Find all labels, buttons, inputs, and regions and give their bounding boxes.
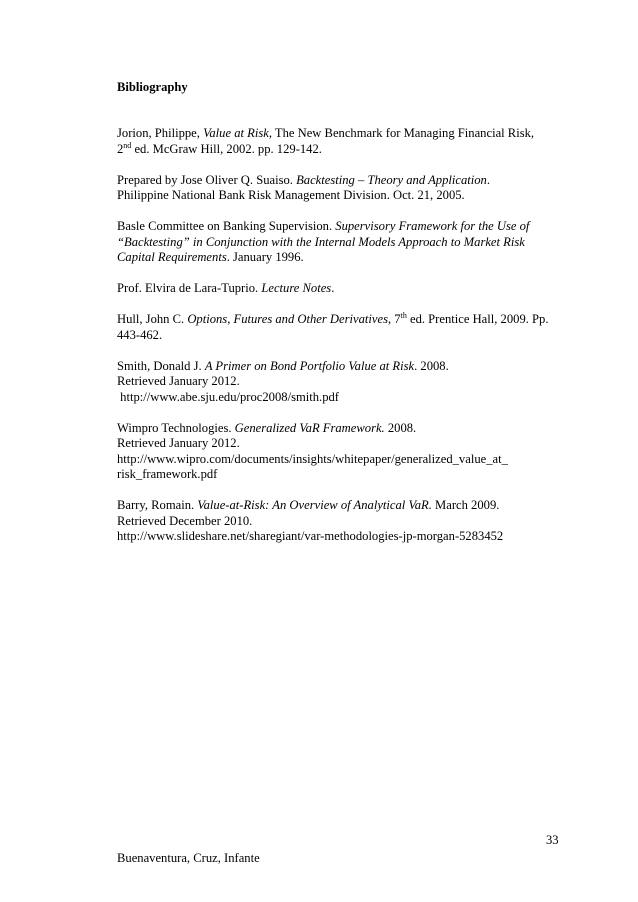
reference-line: Retrieved January 2012.	[117, 436, 240, 450]
reference-title: Backtesting – Theory and Application	[296, 172, 487, 187]
reference-entry-suaiso	[117, 173, 567, 204]
edition-ordinal: nd	[123, 140, 132, 150]
reference-list	[117, 126, 567, 560]
reference-title: Supervisory Framework for the Use of	[335, 219, 530, 233]
reference-line	[117, 359, 567, 375]
reference-entry-jorion	[117, 126, 567, 157]
reference-text: Jorion, Philippe,	[117, 126, 204, 140]
reference-line: Philippine National Bank Risk Management Division. Oct. 21, 2005.	[117, 188, 465, 202]
reference-entry-basle	[117, 219, 567, 266]
reference-line	[117, 126, 567, 142]
footer-authors: Buenaventura, Cruz, Infante	[117, 851, 260, 865]
reference-text: . 2008.	[414, 358, 449, 373]
reference-title: Options, Futures and Other Derivatives	[187, 312, 388, 326]
bibliography-heading: Bibliography	[117, 80, 188, 94]
reference-entry-smith	[117, 359, 567, 406]
reference-text: Hull, John C.	[117, 312, 188, 326]
reference-line	[117, 250, 567, 266]
reference-line	[117, 498, 567, 514]
reference-url: http://www.slideshare.net/sharegiant/var-methodologies-jp-morgan-5283452	[117, 529, 504, 543]
reference-line: Retrieved December 2010.	[117, 513, 253, 528]
reference-text: ed. McGraw Hill, 2002. pp. 129-142.	[131, 141, 322, 156]
reference-text: Wimpro Technologies.	[117, 420, 235, 435]
reference-text: Prepared by Jose Oliver Q. Suaiso.	[117, 172, 297, 187]
reference-entry-wimpro	[117, 421, 567, 483]
reference-entry-hull	[117, 312, 567, 343]
edition-ordinal: th	[400, 310, 407, 320]
reference-text: Barry, Romain.	[117, 498, 198, 512]
reference-text: March 2009.	[431, 498, 500, 512]
reference-url: http://www.wipro.com/documents/insights/whitepaper/generalized_value_at_	[117, 451, 508, 466]
reference-line	[117, 142, 567, 158]
reference-text: .	[486, 172, 490, 187]
reference-text: Prof. Elvira de Lara-Tuprio.	[117, 281, 262, 295]
reference-line	[117, 312, 567, 328]
reference-line: 443-462.	[117, 327, 163, 342]
reference-title: Value-at-Risk: An Overview of Analytical VaR.	[197, 498, 432, 512]
reference-line	[117, 235, 567, 251]
reference-text: 2008.	[384, 420, 417, 435]
reference-title: Generalized VaR Framework.	[234, 420, 385, 435]
reference-entry-lara-tuprio	[117, 281, 567, 297]
reference-entry-barry	[117, 498, 567, 545]
reference-line	[117, 281, 567, 297]
reference-text: Smith, Donald J.	[117, 358, 205, 373]
reference-title: Capital Requirements	[117, 250, 227, 264]
reference-line: Retrieved January 2012.	[117, 374, 240, 388]
reference-line	[117, 173, 567, 189]
reference-text: Basle Committee on Banking Supervision.	[117, 219, 336, 233]
reference-text: .	[331, 281, 335, 295]
reference-text: , The New Benchmark for Managing Financial Risk,	[268, 126, 535, 140]
reference-text: . January 1996.	[226, 250, 304, 264]
reference-title: Lecture Notes	[261, 281, 332, 295]
reference-url: risk_framework.pdf	[117, 467, 218, 481]
reference-title: A Primer on Bond Portfolio Value at Risk	[204, 358, 415, 373]
reference-text: , 7	[388, 312, 401, 326]
reference-url: http://www.abe.sju.edu/proc2008/smith.pdf	[117, 389, 339, 404]
reference-title: Value at Risk	[203, 126, 269, 140]
reference-title: “Backtesting” in Conjunction with the Internal Models Approach to Market Risk	[117, 234, 525, 249]
reference-line	[117, 219, 567, 235]
reference-line	[117, 421, 567, 437]
edition-number: 2	[117, 141, 124, 156]
page-number: 33	[546, 833, 559, 847]
reference-text: ed. Prentice Hall, 2009. Pp.	[406, 312, 549, 326]
